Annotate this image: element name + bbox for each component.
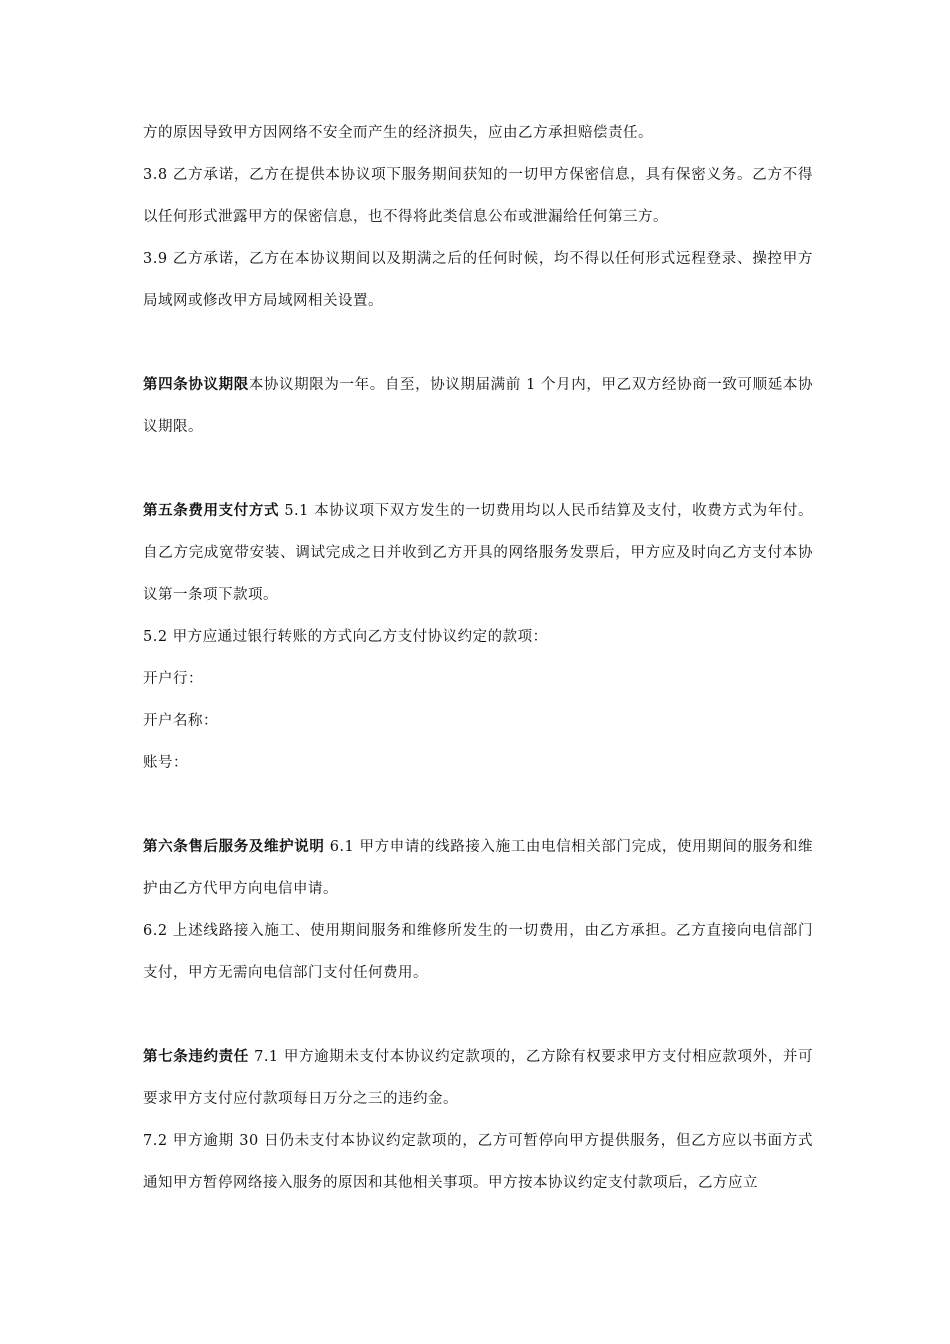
clause-5-2: 5.2 甲方应通过银行转账的方式向乙方支付协议约定的款项： — [143, 629, 548, 645]
article-4-body: 本协议期限为一年。自至，协议期届满前 1 个月内，甲乙双方经协商一致可顺延本协议期限。 — [143, 377, 813, 435]
article-5 — [143, 490, 813, 616]
document-body — [143, 112, 813, 1204]
clause-7-2: 7.2 甲方逾期 30 日仍未支付本协议约定款项的，乙方可暂停向甲方提供服务，但乙方应以书面方式通知甲方暂停网络接入服务的原因和其他相关事项。甲方按本协议约定支付款项后，乙方应立 — [143, 1133, 813, 1191]
account-number-line: 账号： — [143, 755, 188, 771]
article-4-heading: 第四条协议期限 — [143, 377, 249, 393]
clause-3-7-continued: 方的原因导致甲方因网络不安全而产生的经济损失，应由乙方承担赔偿责任。 — [143, 125, 653, 141]
bank-name-line: 开户行： — [143, 671, 203, 687]
account-name-line: 开户名称： — [143, 713, 218, 729]
article-6-body: 6.1 甲方申请的线路接入施工由电信相关部门完成，使用期间的服务和维护由乙方代甲方向电信申请。 — [143, 839, 814, 897]
clause-3-8: 3.8 乙方承诺，乙方在提供本协议项下服务期间获知的一切甲方保密信息，具有保密义务。乙方不得以任何形式泄露甲方的保密信息，也不得将此类信息公布或泄漏给任何第三方。 — [143, 167, 813, 225]
article-5-heading: 第五条费用支付方式 — [143, 503, 280, 519]
section-gap — [143, 994, 813, 1036]
section-gap — [143, 448, 813, 490]
clause-3-9: 3.9 乙方承诺，乙方在本协议期间以及期满之后的任何时候，均不得以任何形式远程登录、操控甲方局域网或修改甲方局域网相关设置。 — [143, 251, 813, 309]
article-6-heading: 第六条售后服务及维护说明 — [143, 839, 325, 855]
clause-6-2: 6.2 上述线路接入施工、使用期间服务和维修所发生的一切费用，由乙方承担。乙方直接向电信部门支付，甲方无需向电信部门支付任何费用。 — [143, 923, 813, 981]
article-6 — [143, 826, 813, 910]
article-7 — [143, 1036, 813, 1120]
section-gap — [143, 322, 813, 364]
section-gap — [143, 784, 813, 826]
article-7-body: 7.1 甲方逾期未支付本协议约定款项的，乙方除有权要求甲方支付相应款项外，并可要求甲方支付应付款项每日万分之三的违约金。 — [143, 1049, 814, 1107]
article-4 — [143, 364, 813, 448]
article-5-body: 5.1 本协议项下双方发生的一切费用均以人民币结算及支付，收费方式为年付。自乙方完成宽带安装、调试完成之日并收到乙方开具的网络服务发票后，甲方应及时向乙方支付本协议第一条项下款项。 — [143, 503, 813, 603]
article-7-heading: 第七条违约责任 — [143, 1049, 249, 1065]
